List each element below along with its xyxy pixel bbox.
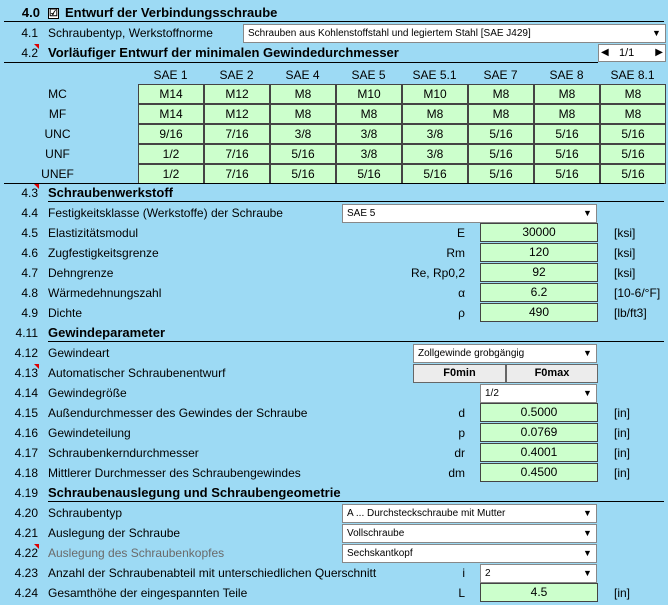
table-cell: 5/16	[270, 144, 336, 164]
elastic-modulus-value: 30000	[480, 223, 598, 242]
f0max-button[interactable]: F0max	[506, 364, 598, 383]
row-4-4: 4.4 Festigkeitsklasse (Werkstoffe) der Schraube SAE 5 ▼	[0, 203, 668, 223]
f0min-button[interactable]: F0min	[413, 364, 506, 383]
table-cell: 5/16	[468, 164, 534, 184]
divider	[4, 62, 598, 63]
table-cell: 5/16	[600, 144, 666, 164]
table-cell: M12	[204, 104, 270, 124]
table-cell: 5/16	[600, 124, 666, 144]
dropdown-arrow-icon[interactable]: ▼	[579, 345, 596, 362]
mean-diameter-value: 0.4500	[480, 463, 598, 482]
row-4-2: 4.2 Vorläufiger Entwurf der minimalen Gewindedurchmesser ◀ 1/1 ▶	[0, 43, 668, 63]
table-row-label: UNC	[44, 127, 71, 141]
divider	[48, 341, 664, 342]
table-cell: M8	[600, 104, 666, 124]
next-arrow-icon[interactable]: ▶	[655, 47, 663, 58]
thread-size-select[interactable]: 1/2 ▼	[480, 384, 597, 403]
table-cell: 1/2	[138, 144, 204, 164]
table-cell: M14	[138, 84, 204, 104]
table-header: SAE 8	[549, 68, 584, 82]
section-heading: Schraubenauslegung und Schraubengeometrie	[48, 485, 341, 500]
tensile-strength-value: 120	[480, 243, 598, 262]
thread-pitch-value: 0.0769	[480, 423, 598, 442]
row-4-13: 4.13 Automatischer Schraubenentwurf F0min F0max	[0, 363, 668, 383]
row-4-12: 4.12 Gewindeart Zollgewinde grobgängig ▼	[0, 343, 668, 363]
row-4-19: 4.19 Schraubenauslegung und Schraubengeometrie	[0, 483, 668, 503]
row-4-24: 4.24 Gesamthöhe der eingespannten Teile L 4.5 [in]	[14, 585, 631, 600]
divider	[48, 201, 664, 202]
table-cell: M8	[534, 104, 600, 124]
dropdown-arrow-icon[interactable]: ▼	[579, 525, 596, 542]
table-cell: M8	[402, 104, 468, 124]
table-header: SAE 5.1	[412, 68, 457, 82]
comment-marker-icon	[34, 364, 39, 369]
dropdown-arrow-icon[interactable]: ▼	[579, 505, 596, 522]
comment-marker-icon	[34, 544, 39, 549]
section-title	[0, 3, 668, 23]
table-cell: 7/16	[204, 144, 270, 164]
root-diameter-value: 0.4001	[480, 443, 598, 462]
divider	[48, 501, 664, 502]
table-cell: 5/16	[534, 144, 600, 164]
table-row-label: UNEF	[41, 167, 74, 181]
strength-class-select[interactable]: SAE 5 ▼	[342, 204, 597, 223]
table-row-label: MC	[48, 87, 67, 101]
table-cell: M8	[468, 84, 534, 104]
row-4-18: 4.18 Mittlerer Durchmesser des Schraubengewindes dm 0.4500 [in]	[14, 465, 631, 480]
row-4-6: 4.6 Zugfestigkeitsgrenze Rm 120 [ksi]	[21, 245, 636, 260]
row-4-8: 4.8 Wärmedehnungszahl α 6.2 [10-6/°F]	[21, 285, 661, 300]
head-design-select[interactable]: Sechskantkopf ▼	[342, 544, 597, 563]
table-cell: 3/8	[336, 124, 402, 144]
table-cell: 3/8	[270, 124, 336, 144]
row-4-16: 4.16 Gewindeteilung p 0.0769 [in]	[14, 425, 631, 440]
row-4-20: 4.20 Schraubentyp A ... Durchsteckschraube mit Mutter ▼	[0, 503, 668, 523]
table-cell: M10	[402, 84, 468, 104]
prev-arrow-icon[interactable]: ◀	[601, 47, 609, 58]
thread-type-select[interactable]: Zollgewinde grobgängig ▼	[413, 344, 597, 363]
table-cell: 5/16	[534, 164, 600, 184]
table-header: SAE 7	[483, 68, 518, 82]
yield-strength-value: 92	[480, 263, 598, 282]
table-cell: 7/16	[204, 164, 270, 184]
table-row-label: MF	[48, 107, 67, 121]
table-cell: M12	[204, 84, 270, 104]
table-cell: 3/8	[402, 144, 468, 164]
row-4-11: 4.11 Gewindeparameter	[0, 323, 668, 343]
row-4-15: 4.15 Außendurchmesser des Gewindes der Schraube d 0.5000 [in]	[14, 405, 631, 420]
thermal-expansion-value: 6.2	[480, 283, 598, 302]
table-header: SAE 5	[351, 68, 386, 82]
major-diameter-value: 0.5000	[480, 403, 598, 422]
comment-marker-icon	[34, 184, 39, 189]
section-heading: Schraubenwerkstoff	[48, 185, 173, 200]
table-cell: 5/16	[534, 124, 600, 144]
row-4-5: 4.5 Elastizitätsmodul E 30000 [ksi]	[21, 225, 636, 240]
table-cell: 5/16	[468, 144, 534, 164]
table-cell: M8	[270, 104, 336, 124]
row-4-14: 4.14 Gewindegröße 1/2 ▼	[0, 383, 668, 403]
table-cell: 5/16	[270, 164, 336, 184]
table-cell: M10	[336, 84, 402, 104]
table-cell: M8	[336, 104, 402, 124]
table-cell: 3/8	[336, 144, 402, 164]
table-cell: M8	[468, 104, 534, 124]
row-4-21: 4.21 Auslegung der Schraube Vollschraube ▼	[0, 523, 668, 543]
page-navigator	[598, 44, 666, 62]
table-header: SAE 1	[153, 68, 188, 82]
dropdown-arrow-icon[interactable]: ▼	[579, 565, 596, 582]
table-cell: 1/2	[138, 164, 204, 184]
checkbox-icon[interactable]: ☑	[49, 8, 58, 20]
screw-type-select[interactable]: A ... Durchsteckschraube mit Mutter ▼	[342, 504, 597, 523]
table-cell: M8	[534, 84, 600, 104]
divider	[4, 21, 664, 22]
table-cell: 3/8	[402, 124, 468, 144]
dropdown-arrow-icon[interactable]: ▼	[579, 205, 596, 222]
row-4-17: 4.17 Schraubenkerndurchmesser dr 0.4001 [in]	[14, 445, 631, 460]
row-4-3: 4.3 Schraubenwerkstoff	[0, 183, 668, 203]
section-count-select[interactable]: 2 ▼	[480, 564, 597, 583]
density-value: 490	[480, 303, 598, 322]
dropdown-arrow-icon[interactable]: ▼	[648, 25, 665, 42]
table-header: SAE 2	[219, 68, 254, 82]
clamped-height-value[interactable]: 4.5	[480, 583, 598, 602]
table-cell: 5/16	[402, 164, 468, 184]
table-cell: 5/16	[336, 164, 402, 184]
table-cell: 5/16	[468, 124, 534, 144]
dropdown-arrow-icon[interactable]: ▼	[579, 545, 596, 562]
comment-marker-icon	[34, 44, 39, 49]
table-cell: M14	[138, 104, 204, 124]
row-4-7: 4.7 Dehngrenze Re, Rp0,2 92 [ksi]	[21, 265, 636, 280]
page-title: Entwurf der Verbindungsschraube	[65, 5, 278, 20]
table-row-label: UNF	[45, 147, 70, 161]
table-header: SAE 4	[285, 68, 320, 82]
table-cell: M8	[600, 84, 666, 104]
screw-design-select[interactable]: Vollschraube ▼	[342, 524, 597, 543]
row-4-9: 4.9 Dichte ρ 490 [lb/ft3]	[21, 305, 647, 320]
row-4-22: 4.22 Auslegung des Schraubenkopfes Sechskantkopf ▼	[0, 543, 668, 563]
page-indicator: 1/1	[619, 47, 635, 59]
table-header: SAE 8.1	[610, 68, 655, 82]
table-cell: 7/16	[204, 124, 270, 144]
section-heading: Gewindeparameter	[48, 325, 166, 340]
row-4-23: 4.23 Anzahl der Schraubenabteil mit unterschiedlichen Querschnitt i 2 ▼	[0, 563, 668, 583]
table-cell: 5/16	[600, 164, 666, 184]
bolt-type-select[interactable]: Schrauben aus Kohlenstoffstahl und legiertem Stahl [SAE J429] ▼	[243, 24, 666, 43]
table-cell: M8	[270, 84, 336, 104]
row-4-1: 4.1 Schraubentyp, Werkstoffnorme Schrauben aus Kohlenstoffstahl und legiertem Stahl [SAE J429] ▼	[0, 23, 668, 43]
title-number: 4.0	[21, 5, 40, 20]
dropdown-arrow-icon[interactable]: ▼	[579, 385, 596, 402]
table-cell: 9/16	[138, 124, 204, 144]
